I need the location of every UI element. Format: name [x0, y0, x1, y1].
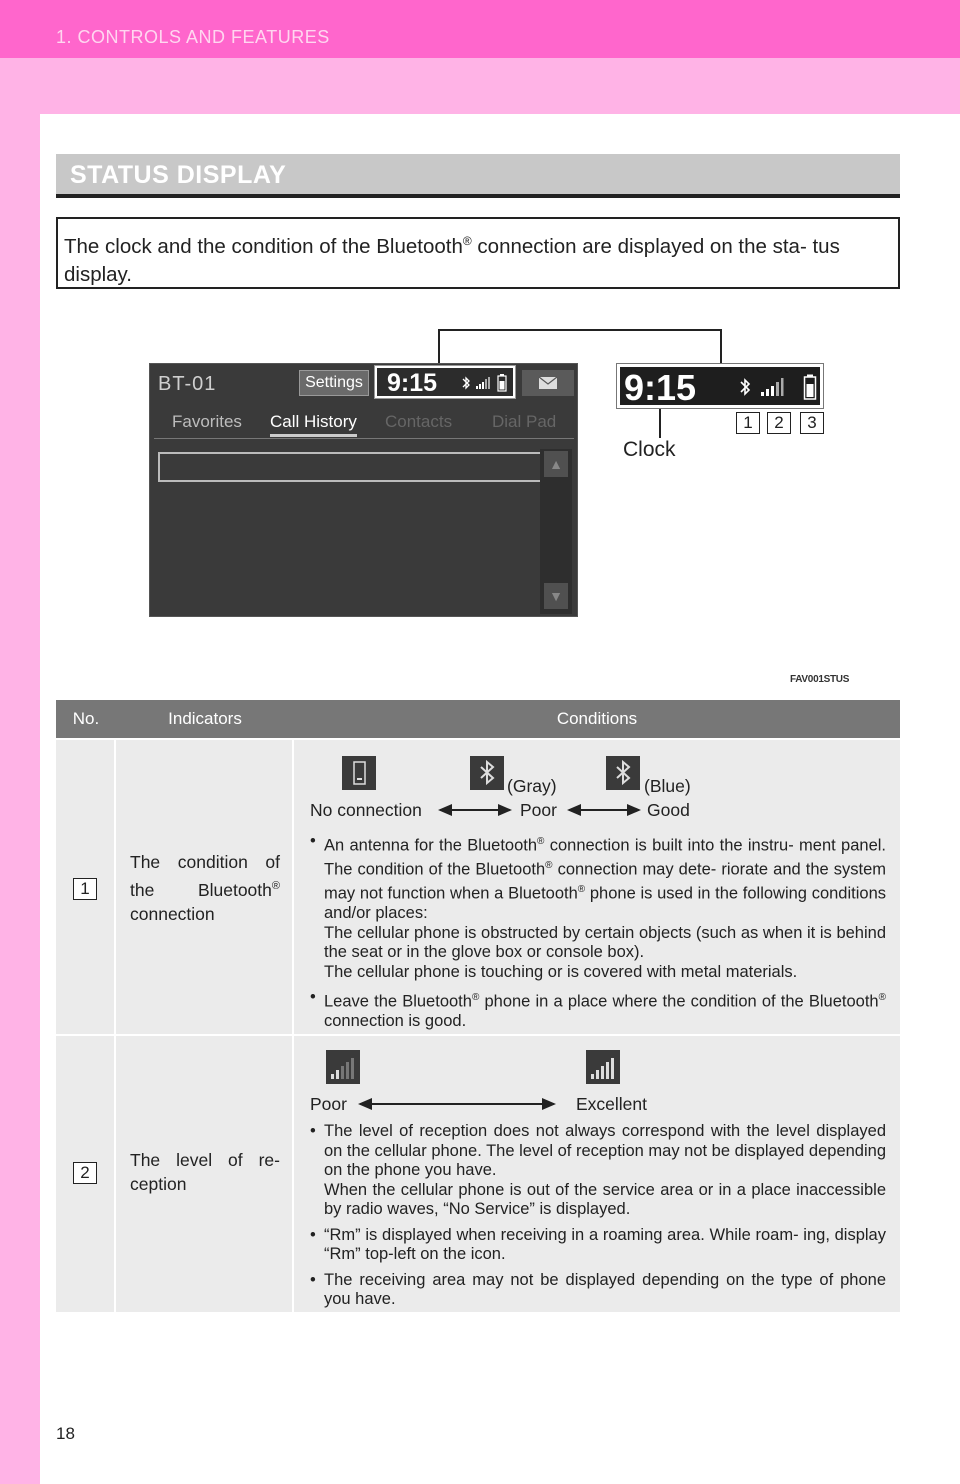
indicator-text-b: connection [130, 903, 215, 924]
left-margin-band [0, 58, 40, 1484]
state-good-label: Good [647, 800, 690, 820]
bullet-text: connection may dete- riorate and the system may not function when a Bluetooth [324, 860, 886, 903]
bullet-text: The level of reception does not always correspond with the level displayed on the cellular phone. The level of reception may not be displayed depending on the phone you have. [324, 1122, 886, 1179]
bullet-text: The receiving area may not be displayed depending on the type of phone you have. [324, 1270, 886, 1308]
indicator-number-3: 3 [800, 412, 824, 434]
status-display-zoomed [617, 364, 823, 408]
registered-mark: ® [462, 234, 472, 248]
state-poor-label: Poor [520, 800, 557, 820]
bluetooth-blue-icon [606, 756, 640, 790]
row-number: 1 [73, 878, 97, 900]
scroll-down-button[interactable]: ▼ [544, 583, 568, 609]
section-heading [56, 154, 900, 198]
tab-favorites[interactable]: Favorites [172, 412, 242, 431]
list-item [310, 1122, 886, 1220]
settings-button[interactable]: Settings [299, 370, 369, 396]
indicator-text [130, 850, 280, 926]
conditions-list [310, 832, 886, 1038]
header-no: No. [72, 709, 100, 728]
table-row [56, 1034, 900, 1312]
signal-excellent-icon [586, 1050, 620, 1084]
clock-large: 9:15 [624, 367, 697, 408]
indicator-table [56, 700, 900, 1312]
tab-dial-pad[interactable]: Dial Pad [492, 412, 557, 431]
callout-line-top [438, 329, 721, 331]
heading-title: STATUS DISPLAY [70, 161, 287, 189]
row-no-cell [56, 740, 116, 1034]
row-indicator-cell [116, 1036, 294, 1312]
double-arrow [360, 1103, 554, 1105]
registered-mark: ® [577, 884, 586, 895]
indicator-text: The level of re- ception [130, 1150, 280, 1194]
no-connection-icon [342, 756, 376, 790]
bluetooth-icon [461, 376, 471, 390]
battery-icon [497, 374, 507, 392]
indicator-number-2: 2 [767, 412, 791, 434]
list-item [310, 832, 886, 982]
section-title: 1. CONTROLS AND FEATURES [56, 27, 330, 47]
registered-mark: ® [537, 836, 545, 847]
registered-mark: ® [271, 880, 280, 892]
screen-title: BT-01 [158, 373, 217, 395]
double-arrow [569, 809, 639, 811]
list-item [310, 988, 886, 1032]
row-number: 2 [73, 1162, 97, 1184]
signal-icon [475, 376, 491, 390]
registered-mark: ® [545, 860, 553, 871]
registered-mark: ® [471, 992, 480, 1003]
clock-label: Clock [623, 438, 676, 461]
indicator-text-a: The condition of the Bluetooth [130, 852, 280, 900]
intro-text-1: The clock and the condition of the Bluetooth [64, 234, 463, 258]
signal-poor-icon [326, 1050, 360, 1084]
state-blue-label: (Blue) [644, 776, 691, 796]
state-excellent-label: Excellent [576, 1094, 648, 1114]
bullet-text: “Rm” is displayed when receiving in a roaming area. While roam- ing, display “Rm” top-left on the icon. [324, 1225, 886, 1263]
status-display-small [375, 366, 515, 398]
indicator-number-1: 1 [736, 412, 760, 434]
bullet-text: phone is used in the following conditions and/or places: [324, 884, 886, 922]
table-row [56, 738, 900, 1034]
header-band [0, 58, 960, 114]
bullet-text: An antenna for the Bluetooth [324, 836, 538, 855]
tab-contacts[interactable]: Contacts [385, 412, 453, 431]
figure-id: FAV001STUS [790, 674, 850, 685]
top-bar [0, 0, 960, 58]
bullet-text: connection is built into the instru- ment panel. The condition of the Bluetooth [324, 836, 886, 879]
bullet-subline: The cellular phone is obstructed by certain objects (such as when it is behind the seat or in the glove box or console box). [324, 923, 886, 961]
registered-mark: ® [878, 992, 886, 1003]
tab-divider [154, 438, 574, 439]
state-none-label: No connection [310, 800, 422, 820]
scroll-up-button[interactable]: ▲ [544, 451, 568, 477]
bullet-text: phone in a place where the condition of the Bluetooth [479, 992, 879, 1011]
intro-box [56, 217, 900, 289]
table-header [56, 700, 900, 738]
header-indicators: Indicators [168, 709, 242, 728]
callout-line-right [720, 329, 722, 364]
header-conditions: Conditions [556, 709, 638, 728]
battery-icon [803, 374, 817, 400]
double-arrow [440, 809, 510, 811]
phone-screen-figure [149, 363, 578, 617]
row-no-cell [56, 1036, 116, 1312]
bluetooth-gray-icon [470, 756, 504, 790]
bullet-text: connection is good. [324, 1012, 467, 1030]
callout-line-left [438, 329, 440, 363]
clock-small: 9:15 [387, 369, 438, 397]
row-conditions-cell [294, 740, 900, 1034]
bullet-text: Leave the Bluetooth [324, 992, 472, 1011]
mail-icon [538, 376, 558, 390]
clock-callout-line [659, 408, 661, 438]
signal-icon [760, 377, 784, 397]
conditions-list [310, 1122, 886, 1316]
intro-text-2: connection are displayed on the sta- tus display. [64, 234, 840, 286]
row-conditions-cell [294, 1036, 900, 1312]
mail-button[interactable] [522, 370, 574, 396]
page-number: 18 [56, 1424, 75, 1443]
state-gray-label: (Gray) [507, 776, 557, 796]
bullet-subline: The cellular phone is touching or is covered with metal materials. [324, 962, 798, 981]
list-item [310, 1226, 886, 1265]
row-indicator-cell [116, 740, 294, 1034]
tab-call-history[interactable]: Call History [270, 412, 357, 437]
state-poor-label: Poor [310, 1094, 347, 1114]
list-item[interactable] [158, 452, 553, 482]
scrollbar[interactable] [540, 449, 572, 614]
list-item [310, 1271, 886, 1310]
bullet-subline: When the cellular phone is out of the service area or in a place inaccessible by radio waves, “No Service” is displayed. [324, 1180, 886, 1218]
bluetooth-icon [738, 377, 752, 397]
